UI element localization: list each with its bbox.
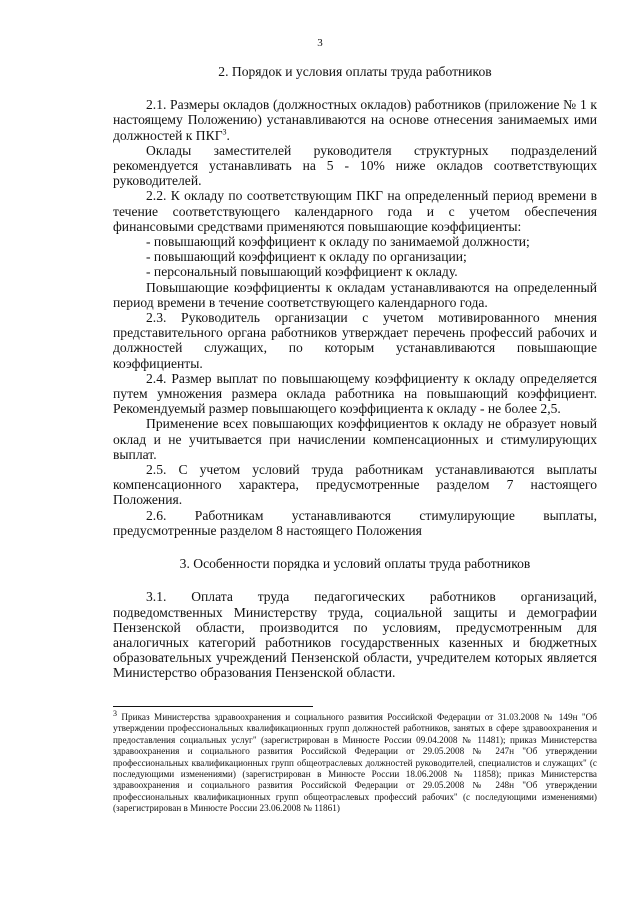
footnote-text: Приказ Министерства здравоохранения и социального развития Российской Федерации от 31.03.2008 № 149н "Об утверждении профессиональных квалификационных групп должностей работников, занятых в сфере здравоохранения и предоставления социальных услуг" (зарегистрирован в Минюсте России 09.04.2008 № 11481); приказ Министерства здравоохранения и социального развития Российской Федерации от 29.05.2008 № 247н "Об утверждении профессиональных квалификационных групп общеотраслевых должностей руководителей, специалистов и служащих" (с последующими изменениями) (зарегистрирован в Минюсте России 18.06.2008 № 11858); приказ Министерства здравоохранения и социального развития Российской Федерации от 29.05.2008 № 248н "Об утверждении профессиональных квалификационных групп общеотраслевых профессий рабочих" (с последующими изменениями) (зарегистрирован в Минюсте России 23.06.2008 № 11861) [113, 712, 597, 814]
page-number: 3 [317, 37, 323, 49]
main-text [113, 64, 597, 681]
footnote-mark: 3 [113, 708, 117, 718]
footnote-divider [113, 706, 313, 707]
section-3-title: 3. Особенности порядка и условий оплаты труда работников [179, 556, 531, 572]
paragraph-3-1: 3.1. Оплата труда педагогических работников организаций, подведомственных Министерству труда, социальной защиты и демографии Пензенской области, производится по условиям, предусмотренным для аналогичных категорий работников государственных казенных и бюджетных образовательных учреждений Пензенской области, учредителем которых является Министерство образования Пензенской области. [113, 589, 597, 681]
paragraph-coefficients-period: Повышающие коэффициенты к окладам устанавливаются на определенный период времени в течение соответствующего календарного года. [113, 279, 597, 310]
paragraph-deputies: Оклады заместителей руководителя структурных подразделений рекомендуется устанавливать на 5 - 10% ниже окладов соответствующих руководителей. [113, 142, 597, 189]
paragraph-2-3: 2.3. Руководитель организации с учетом мотивированного мнения представительного органа работников утверждает перечень профессий рабочих и должностей служащих, по которым устанавливаются повышающие коэффициенты. [113, 310, 597, 371]
paragraph-2-1: 2.1. Размеры окладов (должностных окладов) работников (приложение № 1 к настоящему Положению) устанавливаются на основе отнесения занимаемых ими должностей к ПКГ$^3$. [113, 97, 597, 143]
paragraph-2-6: 2.6. Работникам устанавливаются стимулирующие выплаты, предусмотренные разделом 8 настоящего Положения [113, 507, 597, 538]
paragraph-2-4: 2.4. Размер выплат по повышающему коэффициенту к окладу определяется путем умножения размера оклада работника на повышающий коэффициент. Рекомендуемый размер повышающего коэффициента к окладу - не более 2,5. [113, 370, 597, 417]
footnote-ref: 3 [222, 127, 227, 137]
paragraph-2-5: 2.5. С учетом условий труда работникам устанавливаются выплаты компенсационного характера, предусмотренные разделом 7 настоящего Положения. [113, 462, 597, 508]
paragraph-2-2: 2.2. К окладу по соответствующим ПКГ на определенный период времени в течение соответствующего календарного года и с учетом обеспечения финансовыми средствами применяются повышающие коэффициенты: [113, 188, 597, 234]
footnote [113, 708, 597, 815]
list-item: - персональный повышающий коэффициент к окладу. [146, 264, 458, 280]
list-item: - повышающий коэффициент к окладу по занимаемой должности; [146, 234, 530, 250]
list-item: - повышающий коэффициент к окладу по организации; [146, 249, 467, 265]
section-2-title: 2. Порядок и условия оплаты труда работников [218, 64, 492, 79]
paragraph-application: Применение всех повышающих коэффициентов к окладу не образует новый оклад и не учитывается при начислении компенсационных и стимулирующих выплат. [113, 416, 597, 462]
